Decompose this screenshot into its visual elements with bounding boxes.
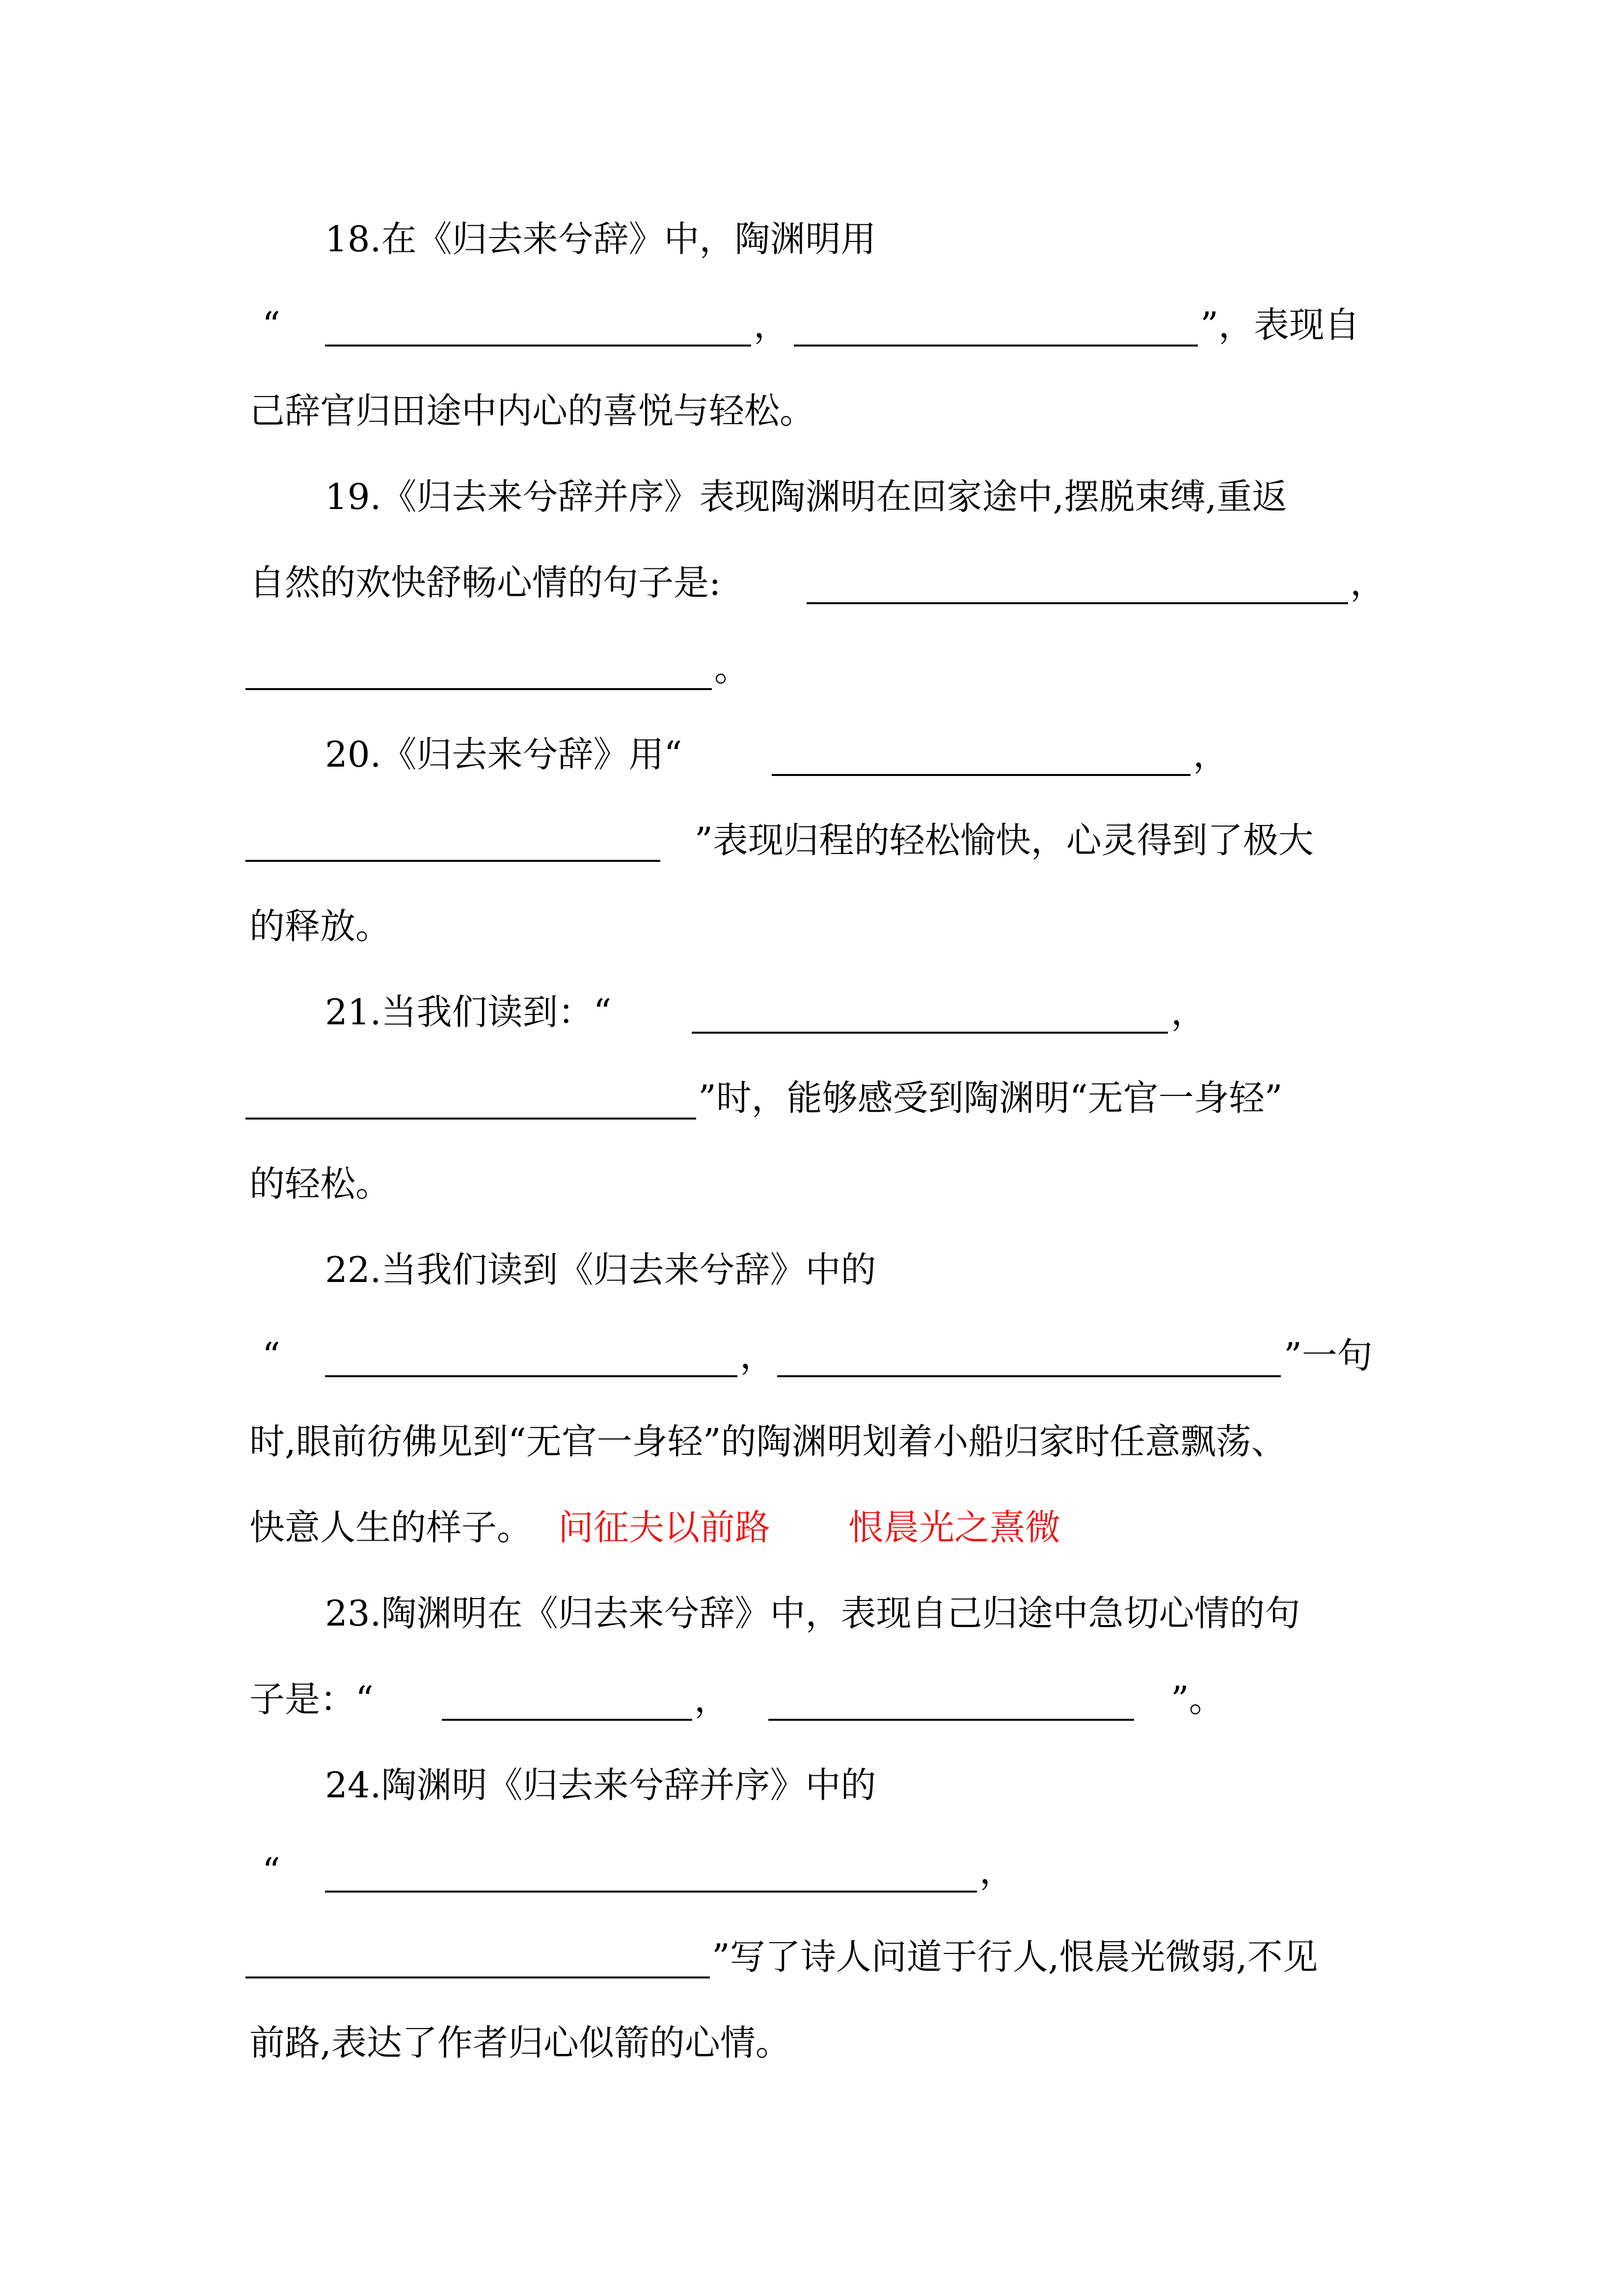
- question-21-line-2-tail: ”时，能够感受到陶渊明“无官一身轻”: [698, 1077, 1283, 1119]
- question-18-line-2-tail: ”，表现自: [1200, 304, 1360, 346]
- open-quote: “: [262, 1850, 280, 1892]
- question-24-line-3-tail: ”写了诗人问道于行人,恨晨光微弱,不见: [712, 1936, 1318, 1977]
- question-19-line-2: 自然的欢快舒畅心情的句子是:: [249, 562, 721, 603]
- question-20-line-3: 的释放。: [249, 906, 391, 947]
- question-number: 21.: [325, 991, 381, 1033]
- question-text: 《归去来兮辞并序》表现陶渊明在回家途中,摆脱束缚,重返: [381, 476, 1288, 517]
- answer-blank-22b[interactable]: [777, 1375, 1281, 1377]
- question-22-line-1: [325, 1245, 876, 1294]
- question-18-line-3: 己辞官归田途中内心的喜悦与轻松。: [249, 390, 815, 431]
- answer-blank-19b[interactable]: [245, 688, 712, 690]
- question-text: 当我们读到《归去来兮辞》中的: [381, 1249, 876, 1290]
- question-number: 20.: [325, 734, 381, 775]
- question-24-line-1: [325, 1761, 876, 1810]
- answer-blank-19a[interactable]: [807, 602, 1348, 604]
- answer-text: 恨晨光之熹微: [848, 1507, 1061, 1548]
- answer-blank-23a[interactable]: [442, 1719, 692, 1721]
- question-22-line-4: 快意人生的样子。: [249, 1507, 533, 1548]
- answer-blank-24a[interactable]: [325, 1891, 977, 1893]
- blank-comma: ，: [1193, 734, 1229, 775]
- question-22-line-2-tail: ”一句: [1284, 1335, 1373, 1376]
- answer-blank-20b[interactable]: [245, 860, 660, 862]
- blank-comma: ，: [754, 304, 789, 346]
- question-text: 当我们读到：“: [381, 991, 612, 1033]
- question-21-line-1: [325, 988, 611, 1037]
- blank-comma: ，: [740, 1335, 776, 1376]
- open-quote: “: [262, 1335, 280, 1376]
- question-23-line-1: [325, 1589, 1300, 1638]
- question-number: 23.: [325, 1593, 381, 1634]
- question-number: 22.: [325, 1249, 381, 1290]
- question-23-line-2: 子是：“: [249, 1679, 374, 1720]
- answer-blank-24b[interactable]: [245, 1976, 710, 1978]
- question-19-line-1: [325, 472, 1287, 521]
- question-number: 24.: [325, 1764, 381, 1806]
- answer-blank-22a[interactable]: [325, 1375, 737, 1377]
- answer-blank-23b[interactable]: [768, 1719, 1134, 1721]
- answer-blank-18b[interactable]: [794, 345, 1198, 347]
- open-quote: “: [262, 304, 280, 346]
- answer-blank-18a[interactable]: [325, 345, 751, 347]
- question-22-line-3: 时,眼前彷佛见到“无官一身轻”的陶渊明划着小船归家时任意飘荡、: [249, 1421, 1287, 1462]
- answer-text: 问征夫以前路: [558, 1507, 771, 1548]
- blank-period: 。: [714, 648, 750, 689]
- question-24-line-4: 前路,表达了作者归心似箭的心情。: [249, 2022, 791, 2063]
- answer-blank-20a[interactable]: [772, 774, 1191, 776]
- question-text: 陶渊明在《归去来兮辞》中，表现自己归途中急切心情的句: [381, 1593, 1300, 1634]
- answer-blank-21a[interactable]: [692, 1032, 1168, 1034]
- blank-comma: ，: [694, 1679, 730, 1720]
- question-number: 18.: [325, 218, 381, 260]
- question-21-line-3: 的轻松。: [249, 1163, 391, 1204]
- question-18-line-1: [325, 214, 876, 264]
- answer-blank-21b[interactable]: [245, 1118, 696, 1120]
- question-text: 《归去来兮辞》用“: [381, 734, 682, 775]
- question-20-line-2-tail: ”表现归程的轻松愉快，心灵得到了极大: [695, 820, 1314, 861]
- blank-comma: ，: [1171, 991, 1207, 1033]
- question-20-line-1: [325, 730, 682, 779]
- question-text: 陶渊明《归去来兮辞并序》中的: [381, 1764, 876, 1806]
- blank-close: ”。: [1171, 1679, 1224, 1720]
- blank-comma: ，: [1350, 562, 1386, 603]
- question-number: 19.: [325, 476, 381, 517]
- blank-comma: ，: [979, 1850, 1015, 1892]
- question-text: 在《归去来兮辞》中，陶渊明用: [381, 218, 876, 260]
